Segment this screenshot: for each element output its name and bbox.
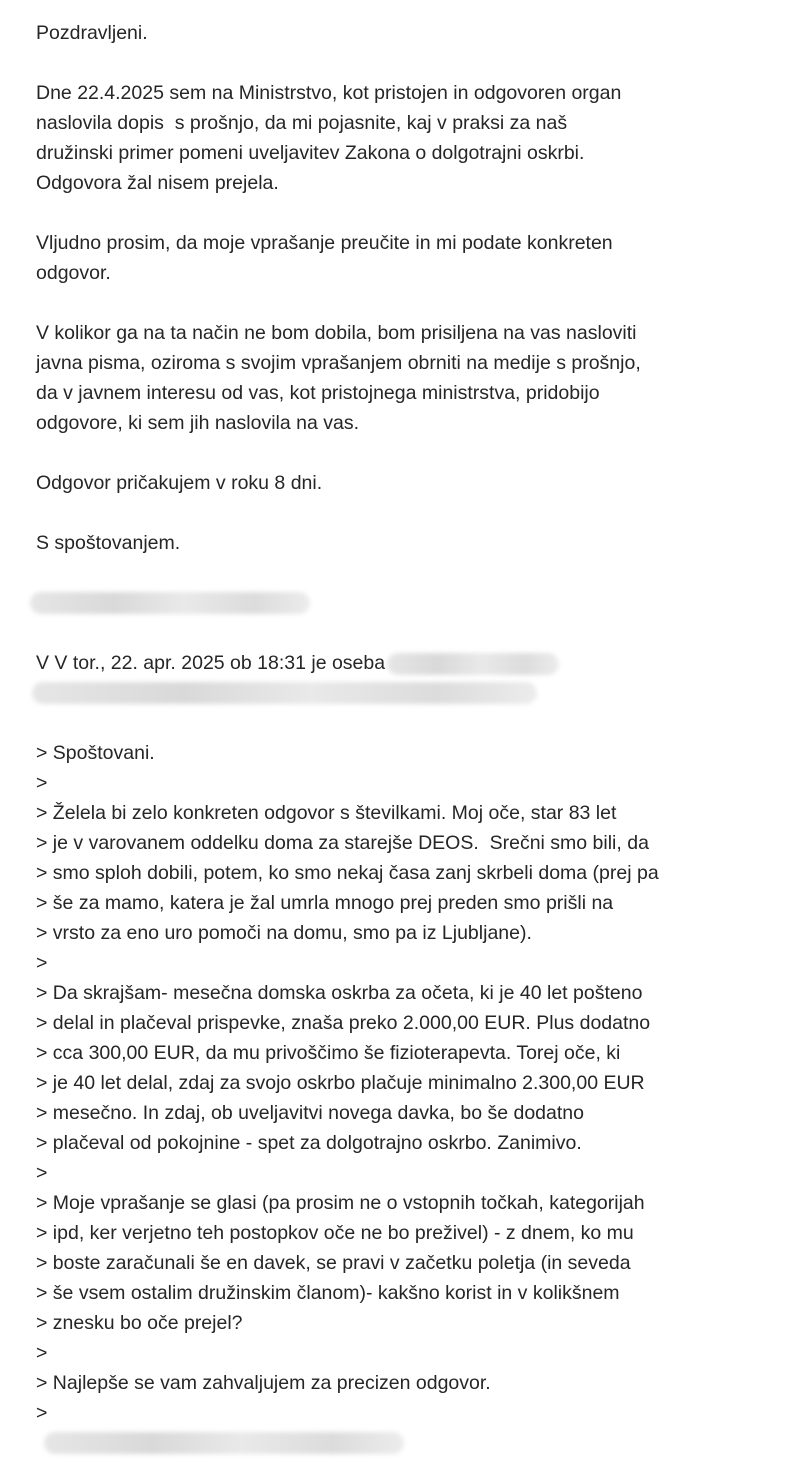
quoted-line: > mesečno. In zdaj, ob uveljavitvi novega davka, bo še dodatno (36, 1102, 584, 1124)
text-line: javna pisma, oziroma s svojim vprašanjem obrniti na medije s prošnjo, (36, 352, 641, 374)
quoted-line: > (36, 772, 48, 794)
text-line: Vljudno prosim, da moje vprašanje preučite in mi podate konkreten (36, 232, 613, 254)
email-body (36, 18, 781, 1458)
paragraph-3 (36, 318, 781, 438)
quoted-line: > (36, 952, 48, 974)
quoted-line: > smo sploh dobili, potem, ko smo nekaj časa zanj skrbeli doma (prej pa (36, 862, 659, 884)
quoted-line: > Spoštovani. (36, 742, 155, 764)
blank-line (36, 618, 781, 648)
redacted-quoted-signature (36, 1428, 781, 1458)
redacted-sender-email (36, 678, 781, 708)
text-line: Dne 22.4.2025 sem na Ministrstvo, kot pristojen in odgovoren organ (36, 82, 622, 104)
redacted-sender-name (387, 653, 559, 675)
quoted-line: > Moje vprašanje se glasi (pa prosim ne o vstopnih točkah, kategorijah (36, 1192, 645, 1214)
blank-line (36, 48, 781, 78)
blank-line (36, 198, 781, 228)
quoted-line: > plačeval od pokojnine - spet za dolgotrajno oskrbo. Zanimivo. (36, 1132, 582, 1154)
quoted-line: > (36, 1342, 48, 1364)
quoted-line: > Da skrajšam- mesečna domska oskrba za očeta, ki je 40 let pošteno (36, 982, 643, 1004)
quoted-line: > znesku bo oče prejel? (36, 1312, 243, 1334)
closing: S spoštovanjem. (36, 532, 181, 554)
quoted-line: > delal in plačeval prispevke, znaša preko 2.000,00 EUR. Plus dodatno (36, 1012, 651, 1034)
quoted-line: > še za mamo, katera je žal umrla mnogo prej preden smo prišli na (36, 892, 614, 914)
quoted-line: > Želela bi zelo konkreten odgovor s številkami. Moj oče, star 83 let (36, 802, 617, 824)
quoted-line: > (36, 1162, 48, 1184)
paragraph-1 (36, 78, 781, 198)
quoted-line: > Najlepše se vam zahvaljujem za precizen odgovor. (36, 1372, 491, 1394)
blank-line (36, 288, 781, 318)
reply-header (36, 648, 781, 678)
paragraph-2 (36, 228, 781, 288)
deadline-line: Odgovor pričakujem v roku 8 dni. (36, 472, 323, 494)
quoted-line: > (36, 1402, 48, 1424)
quoted-line: > je v varovanem oddelku doma za starejše DEOS. Srečni smo bili, da (36, 832, 649, 854)
quoted-line: > vrsto za eno uro pomoči na domu, smo pa iz Ljubljane). (36, 922, 532, 944)
quoted-line: > še vsem ostalim družinskim članom)- kakšno korist in v kolikšnem (36, 1282, 620, 1304)
text-line: odgovore, ki sem jih naslovila na vas. (36, 412, 359, 434)
text-line: Odgovora žal nisem prejela. (36, 172, 279, 194)
redaction-blur (44, 1432, 404, 1454)
quoted-line: > boste zaračunali še en davek, se pravi v začetku poletja (in seveda (36, 1252, 631, 1274)
blank-line (36, 558, 781, 588)
text-line: naslovila dopis s prošnjo, da mi pojasnite, kaj v praksi za naš (36, 112, 568, 134)
text-line: da v javnem interesu od vas, kot pristojnega ministrstva, pridobijo (36, 382, 600, 404)
redaction-blur (32, 682, 537, 704)
greeting: Pozdravljeni. (36, 22, 148, 44)
quoted-line: > cca 300,00 EUR, da mu privoščimo še fizioterapevta. Torej oče, ki (36, 1042, 621, 1064)
text-line: odgovor. (36, 262, 111, 284)
blank-line (36, 498, 781, 528)
quoted-line: > ipd, ker verjetno teh postopkov oče ne bo preživel) - z dnem, ko mu (36, 1222, 634, 1244)
blank-line (36, 708, 781, 738)
blank-line (36, 438, 781, 468)
text-line: družinski primer pomeni uveljavitev Zakona o dolgotrajni oskrbi. (36, 142, 585, 164)
reply-header-prefix: V V tor., 22. apr. 2025 ob 18:31 je oseba (36, 652, 386, 674)
text-line: V kolikor ga na ta način ne bom dobila, bom prisiljena na vas nasloviti (36, 322, 637, 344)
redaction-blur (30, 592, 310, 614)
quoted-message (36, 738, 781, 1428)
quoted-line: > je 40 let delal, zdaj za svojo oskrbo plačuje minimalno 2.300,00 EUR (36, 1072, 645, 1094)
redacted-signature (36, 588, 781, 618)
